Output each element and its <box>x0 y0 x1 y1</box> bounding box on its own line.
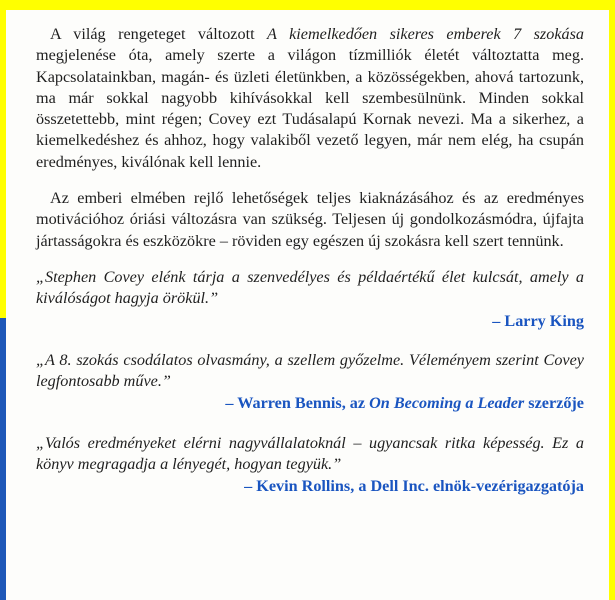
quote-warren-bennis <box>36 350 584 415</box>
quote-text: „Valós eredményeket elérni nagyvállalatoknál – ugyancsak ritka képesség. Ez a könyv megragadja a lényegét, hogyan tegyük.” <box>36 433 584 474</box>
yellow-frame-left <box>0 0 6 318</box>
yellow-frame-right <box>609 0 615 600</box>
quote-larry-king <box>36 267 584 332</box>
quote-attribution <box>36 393 584 414</box>
yellow-frame-top <box>0 0 615 10</box>
attribution-name: – Warren Bennis, az <box>225 394 370 413</box>
attribution-book-title: On Becoming a Leader <box>369 394 525 413</box>
paragraph-change: Az emberi elmében rejlő lehetőségek teljes kiaknázásához és az eredményes motivációhoz óriási változásra van szükség. Teljesen új gondolkozásmódra, újfajta jártasságokra és eszközökre – röviden egy egészen új szokásra kell szert tennünk. <box>36 189 584 250</box>
attribution-suffix: szerzője <box>524 394 584 413</box>
attribution-name: – Larry King <box>492 311 584 330</box>
quote-attribution <box>36 311 584 332</box>
quote-text: „A 8. szokás csodálatos olvasmány, a szellem győzelme. Véleményem szerint Covey legfontosabb műve.” <box>36 350 584 391</box>
blue-frame-left <box>0 318 6 600</box>
paragraph-intro <box>36 24 584 173</box>
paragraph-intro-after: megjelenése óta, amely szerte a világon tízmilliók életét változtatta meg. Kapcsolatainkban, magán- és üzleti életünkben, a közösségekben, ahová tartozunk, ma már sokkal nagyobb kihívásokkal kell szembesülnünk. Minden sokkal összetettebb, mint régen; Covey ezt Tudásalapú Kornak nevezi. Ma a sikerhez, a kiemelkedéshez és ahhoz, hogy valakiből vezető legyen, már nem elég, ha csupán eredményes, kiválónak kell lennie. <box>36 46 584 171</box>
quote-text: „Stephen Covey elénk tárja a szenvedélyes és példaértékű élet kulcsát, amely a kiválóságot hagyja örökül.” <box>36 267 584 308</box>
quote-kevin-rollins <box>36 433 584 498</box>
back-cover-text <box>36 24 584 516</box>
book-title-7-habits: A kiemelkedően sikeres emberek 7 szokása <box>267 25 584 43</box>
paragraph-intro-before: A világ rengeteget változott <box>50 25 268 43</box>
attribution-name: – Kevin Rollins, a Dell Inc. elnök-vezérigazgatója <box>244 477 584 496</box>
quote-attribution <box>36 476 584 497</box>
